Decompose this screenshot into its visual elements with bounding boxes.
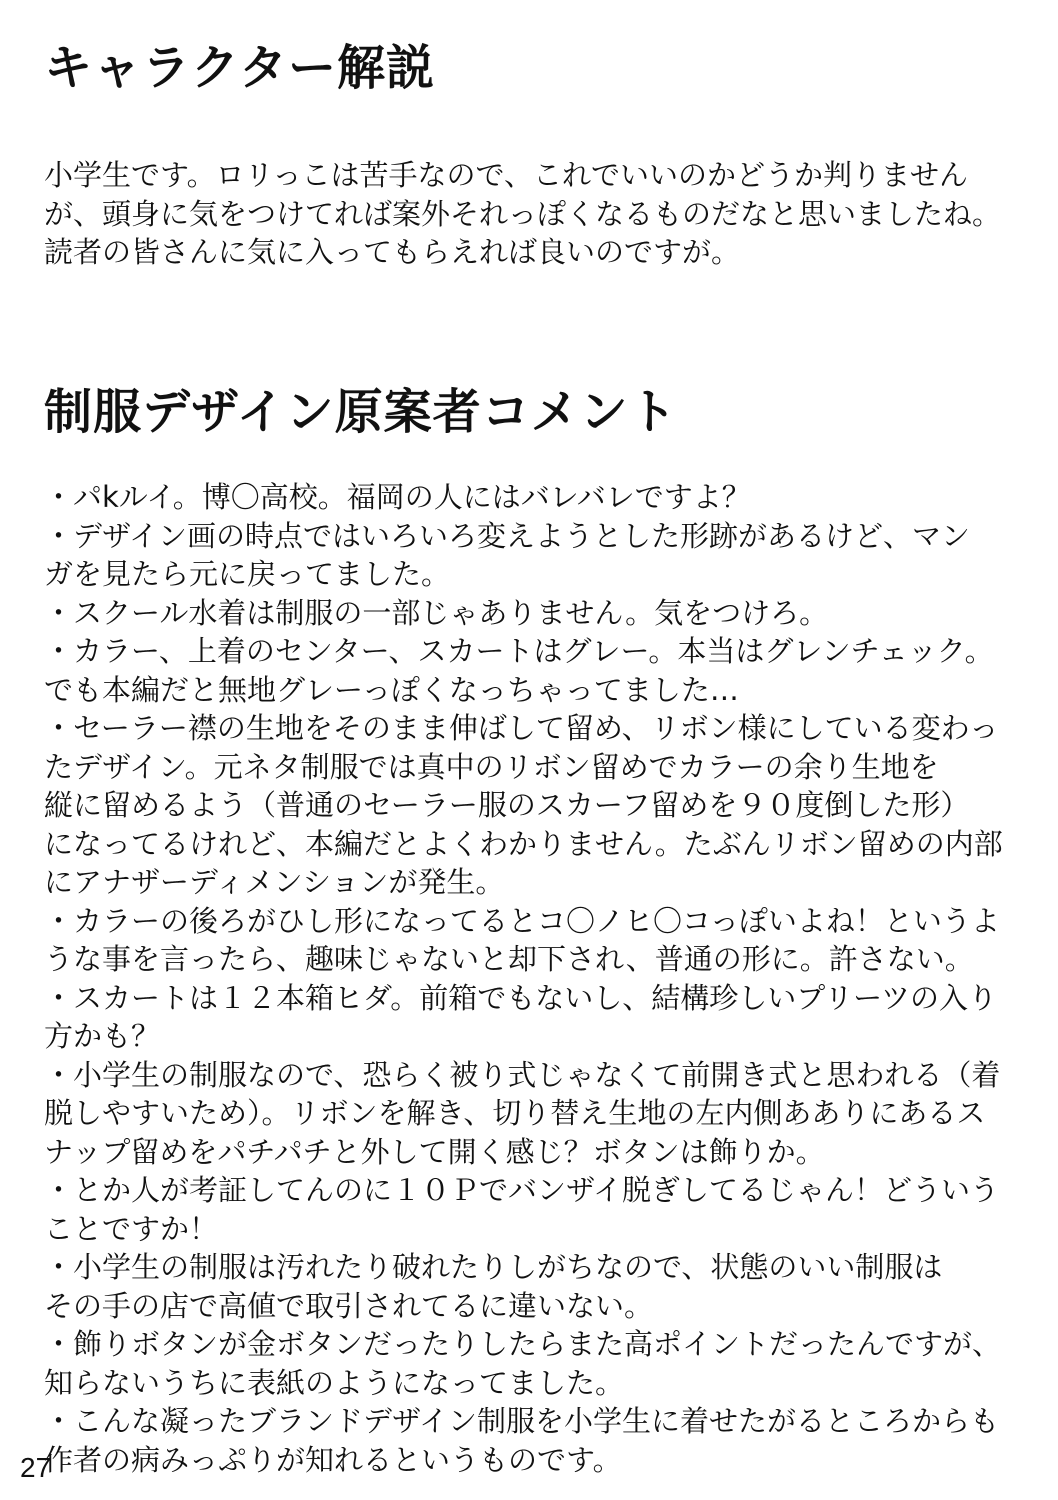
text-line: ・デザイン画の時点ではいろいろ変えようとした形跡があるけど、マン <box>44 518 970 553</box>
text-line: 作者の病みっぷりが知れるというものです。 <box>44 1442 622 1477</box>
text-line: ことですか！ <box>44 1211 219 1246</box>
text-line: 読者の皆さんに気に入ってもらえれば良いのですが。 <box>44 235 741 269</box>
text-line: ・スカートは１２本箱ヒダ。前箱でもないし、結構珍しいプリーツの入り <box>44 980 997 1015</box>
text-line: 方かも？ <box>44 1019 161 1053</box>
text-line: ・こんな凝ったブランドデザイン制服を小学生に着せたがるところからも <box>44 1404 999 1438</box>
text-line: うな事を言ったら、趣味じゃないと却下され、普通の形に。許さない。 <box>44 942 974 976</box>
page-number: 27 <box>20 1452 52 1483</box>
text-line: ・スクール水着は制服の一部じゃありません。気をつけろ。 <box>44 595 829 630</box>
text-line: 知らないうちに表紙のようになってました。 <box>44 1365 625 1400</box>
text-line: でも本編だと無地グレーっぽくなっちゃってました… <box>44 672 739 707</box>
text-line: が、頭身に気をつけてれば案外それっぽくなるものだなと思いましたね。 <box>44 196 1002 231</box>
text-line: 脱しやすいため）。リボンを解き、切り替え生地の左内側あありにあるス <box>44 1096 986 1130</box>
text-line: ナップ留めをパチパチと外して開く感じ？ボタンは飾りか。 <box>44 1134 825 1169</box>
text-line: ・セーラー襟の生地をそのまま伸ばして留め、リボン様にしている変わっ <box>44 711 999 745</box>
character-commentary-text <box>44 156 1044 272</box>
text-line: ・カラーの後ろがひし形になってるとコ〇ノヒ〇コっぽいよね！というよ <box>44 903 1000 938</box>
text-line: になってるけれど、本編だとよくわかりません。たぶんリボン留めの内部 <box>44 826 1003 861</box>
text-line: ・パkルイ。博〇高校。福岡の人にはバレバレですよ？ <box>44 480 751 514</box>
character-commentary-heading: キャラクター解説 <box>44 40 436 96</box>
text-line: 縦に留めるよう（普通のセーラー服のスカーフ留めを９０度倒した形） <box>44 788 970 822</box>
uniform-designer-comment-heading: 制服デザイン原案者コメント <box>44 384 678 440</box>
text-line: ・とか人が考証してんのに１０Ｐでバンザイ脱ぎしてるじゃん！どういう <box>44 1173 999 1207</box>
text-line: にアナザーディメンションが発生。 <box>44 865 505 899</box>
text-line: ・小学生の制服なので、恐らく被り式じゃなくて前開き式と思われる（着 <box>44 1057 1001 1092</box>
text-line: ・カラー、上着のセンター、スカートはグレー。本当はグレンチェック。 <box>44 634 994 668</box>
uniform-designer-comment-text <box>44 478 1044 1479</box>
text-line: その手の店で高値で取引されてるに違いない。 <box>44 1288 654 1323</box>
text-line: ・小学生の制服は汚れたり破れたりしがちなので、状態のいい制服は <box>44 1250 943 1284</box>
text-line: ガを見たら元に戻ってました。 <box>44 557 451 591</box>
text-line: ・飾りボタンが金ボタンだったりしたらまた高ポイントだったんですが、 <box>44 1327 1002 1361</box>
text-line: たデザイン。元ネタ制服では真中のリボン留めでカラーの余り生地を <box>44 749 939 784</box>
text-line: 小学生です。ロリっこは苦手なので、これでいいのかどうか判りません <box>44 158 968 192</box>
